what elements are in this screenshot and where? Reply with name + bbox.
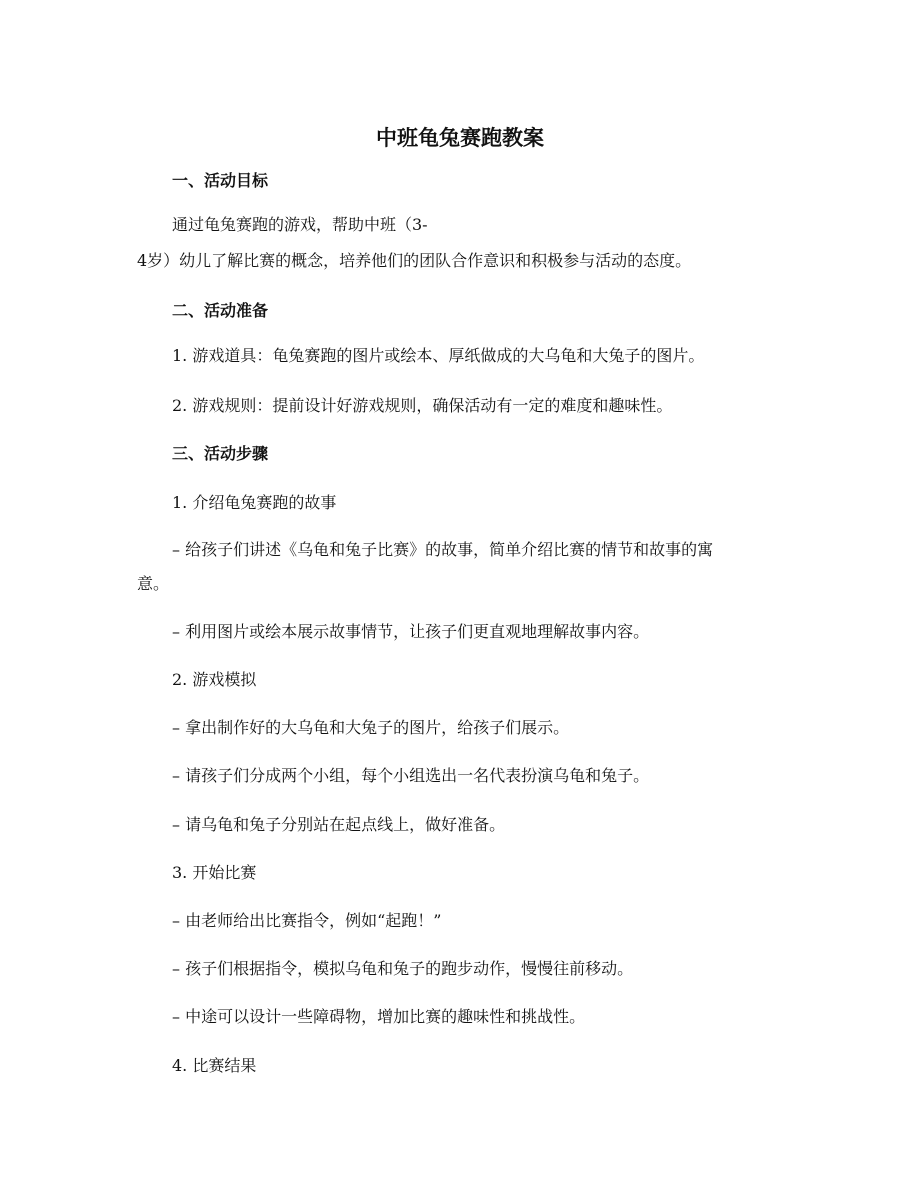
step-1-bullet-2: – 利用图片或绘本展示故事情节，让孩子们更直观地理解故事内容。 xyxy=(172,622,650,641)
step-1-bullet-1-line-2: 意。 xyxy=(137,574,170,593)
step-4-title: 4. 比赛结果 xyxy=(172,1056,257,1075)
step-3-bullet-1: – 由老师给出比赛指令，例如“起跑！” xyxy=(172,911,442,930)
document-title: 中班龟兔赛跑教案 xyxy=(376,125,544,150)
section-heading-preparation: 二、活动准备 xyxy=(172,301,269,320)
step-3-bullet-2: – 孩子们根据指令，模拟乌龟和兔子的跑步动作，慢慢往前移动。 xyxy=(172,959,634,978)
preparation-item-2: 2. 游戏规则：提前设计好游戏规则，确保活动有一定的难度和趣味性。 xyxy=(172,396,673,415)
goals-paragraph-line-1: 通过龟兔赛跑的游戏，帮助中班（3- xyxy=(172,215,428,234)
preparation-item-1: 1. 游戏道具：龟兔赛跑的图片或绘本、厚纸做成的大乌龟和大兔子的图片。 xyxy=(172,346,705,365)
step-2-bullet-2: – 请孩子们分成两个小组，每个小组选出一名代表扮演乌龟和兔子。 xyxy=(172,766,650,785)
step-2-title: 2. 游戏模拟 xyxy=(172,670,257,689)
step-2-bullet-1: – 拿出制作好的大乌龟和大兔子的图片，给孩子们展示。 xyxy=(172,718,570,737)
step-3-bullet-3: – 中途可以设计一些障碍物，增加比赛的趣味性和挑战性。 xyxy=(172,1007,586,1026)
section-heading-goals: 一、活动目标 xyxy=(172,171,269,190)
section-heading-steps: 三、活动步骤 xyxy=(172,444,269,463)
step-3-title: 3. 开始比赛 xyxy=(172,863,257,882)
step-1-bullet-1-line-1: – 给孩子们讲述《乌龟和兔子比赛》的故事，简单介绍比赛的情节和故事的寓 xyxy=(172,540,714,559)
step-2-bullet-3: – 请乌龟和兔子分别站在起点线上，做好准备。 xyxy=(172,815,506,834)
goals-paragraph-line-2: 4岁）幼儿了解比赛的概念，培养他们的团队合作意识和积极参与活动的态度。 xyxy=(137,251,692,270)
step-1-title: 1. 介绍龟兔赛跑的故事 xyxy=(172,493,337,512)
